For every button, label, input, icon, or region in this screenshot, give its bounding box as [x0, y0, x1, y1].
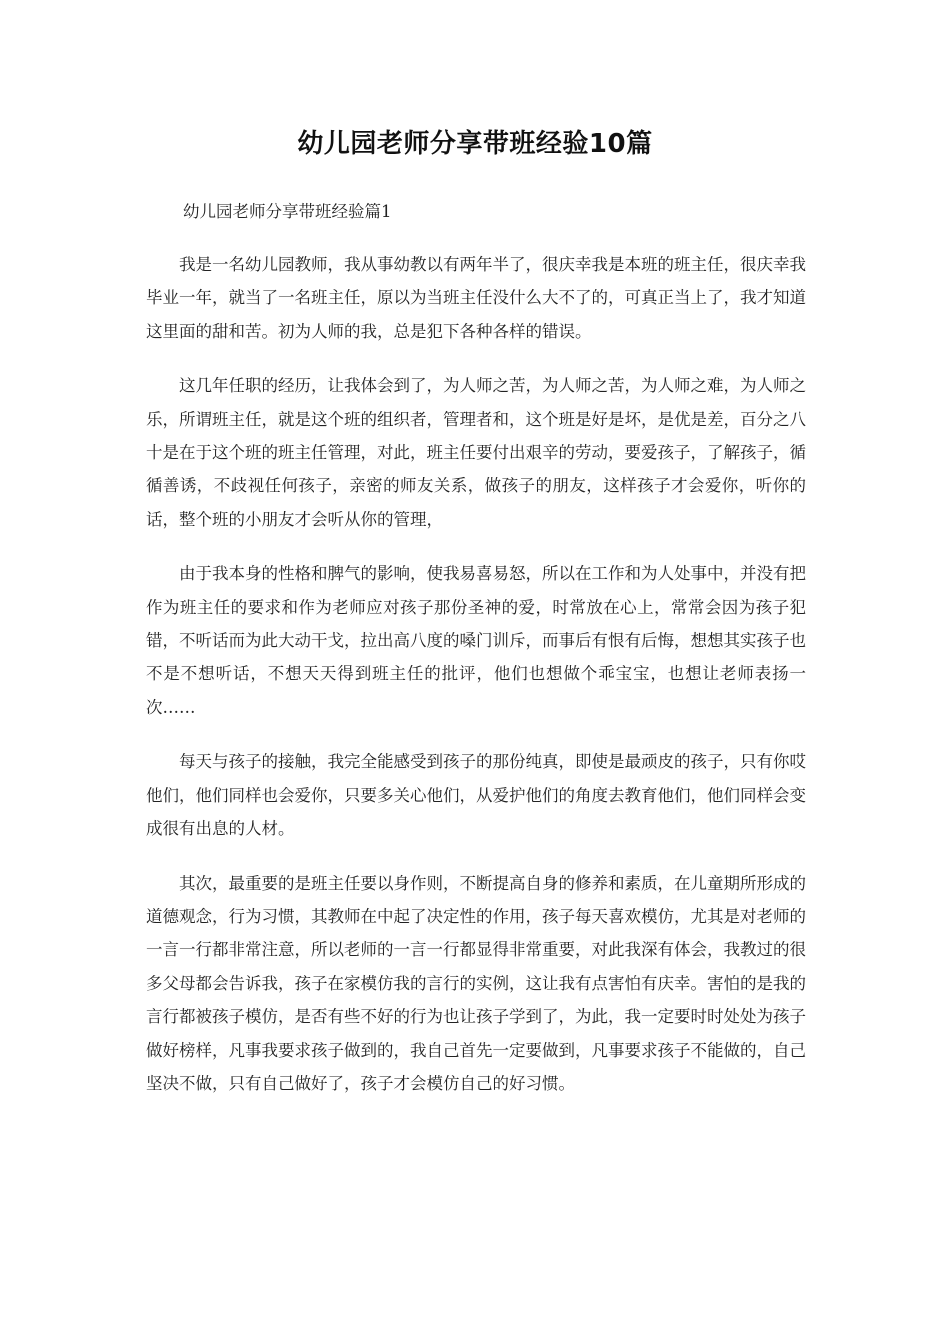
- paragraph: 由于我本身的性格和脾气的影响，使我易喜易怒，所以在工作和为人处事中，并没有把作为班主任的要求和作为老师应对孩子那份圣神的爱，时常放在心上，常常会因为孩子犯错，不听话而为此大动干戈，拉出高八度的嗓门训斥，而事后有恨有后悔，想想其实孩子也不是不想听话，不想天天得到班主任的批评，他们也想做个乖宝宝，也想让老师表扬一次……: [146, 564, 806, 717]
- paragraph: 每天与孩子的接触，我完全能感受到孩子的那份纯真，即使是最顽皮的孩子，只有你哎他们，他们同样也会爱你，只要多关心他们，从爱护他们的角度去教育他们，他们同样会变成很有出息的人材。: [146, 752, 806, 839]
- paragraph: 其次，最重要的是班主任要以身作则，不断提高自身的修养和素质，在儿童期所形成的道德观念，行为习惯，其教师在中起了决定性的作用，孩子每天喜欢模仿，尤其是对老师的一言一行都非常注意，所以老师的一言一行都显得非常重要，对此我深有体会，我教过的很多父母都会告诉我，孩子在家模仿我的言行的实例，这让我有点害怕有庆幸。害怕的是我的言行都被孩子模仿，是否有些不好的行为也让孩子学到了，为此，我一定要时时处处为孩子做好榜样，凡事我要求孩子做到的，我自己首先一定要做到，凡事要求孩子不能做的，自己坚决不做，只有自己做好了，孩子才会模仿自己的好习惯。: [146, 873, 806, 1093]
- section-heading: 幼儿园老师分享带班经验篇1: [183, 202, 392, 221]
- paragraph: 我是一名幼儿园教师，我从事幼教以有两年半了，很庆幸我是本班的班主任，很庆幸我毕业一年，就当了一名班主任，原以为当班主任没什么大不了的，可真正当上了，我才知道这里面的甜和苦。初为人师的我，总是犯下各种各样的错误。: [146, 255, 806, 341]
- document-title: 幼儿园老师分享带班经验10篇: [297, 129, 653, 159]
- paragraph: 这几年任职的经历，让我体会到了，为人师之苦，为人师之苦，为人师之难，为人师之乐，所谓班主任，就是这个班的组织者，管理者和，这个班是好是坏，是优是差，百分之八十是在于这个班的班主任管理，对此，班主任要付出艰辛的劳动，要爱孩子，了解孩子，循循善诱，不歧视任何孩子，亲密的师友关系，做孩子的朋友，这样孩子才会爱你，听你的话，整个班的小朋友才会听从你的管理，: [146, 376, 806, 529]
- document-body: [146, 248, 806, 1100]
